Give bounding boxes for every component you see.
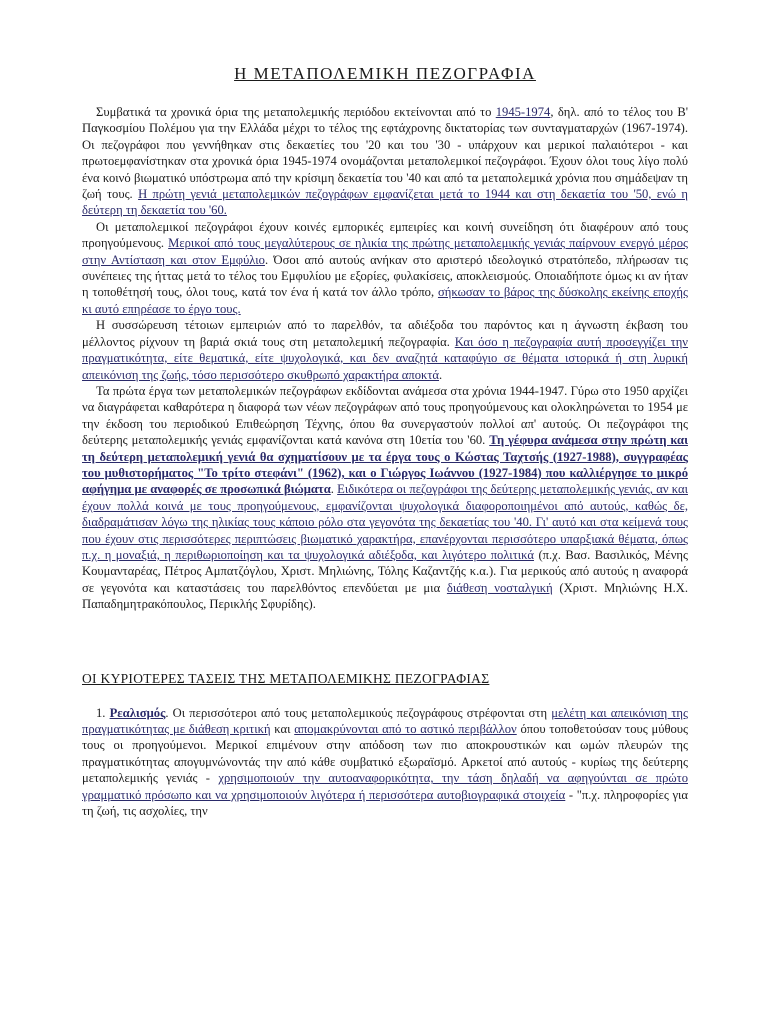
bold-underlined-text: Τη γέφυρα ανάμεσα στην πρώτη και τη δεύτερη μεταπολεμική γενιά θα σχηματίσουν με τα έργα τους ο Κώστας Ταχτσής (1927-1988), συγγραφέας του μυθιστορήματος "Το τρίτο στεφάνι" (1962), και ο Γιώργος Ιωάννου (1927-1984) που καλλιέργησε το μικρό αφήγημα με αναφορές σε προσωπικά βιώματα [82, 433, 688, 497]
underlined-text: Ειδικότερα οι πεζογράφοι της δεύτερης μεταπολεμικής γενιάς, αν και έχουν πολλά κοινά με τους προηγούμενους, εμφανίζονται ψυχολογικά διαφοροποιημένοι από αυτούς, καθώς δε, διαδραμάτισαν λόγω της ηλικίας τους κάποιο ρόλο στα γεγονότα της δεκαετίας του '40. Γι' αυτό και στα κείμενά τους που έχουν στις περισσότερες περιπτώσεις βιωματικό χαρακτήρα, επανέρχονται περισσότερο υπαρξιακά θέματα, όπως π.χ. η μοναξιά, η περιθωριοποίηση και τα ψυχολογικά αδιέξοδα, και λιγότερο πολιτικά [82, 482, 689, 562]
text: . [330, 482, 338, 497]
text: Η συσσώρευση τέτοιων εμπειριών από το παρελθόν, τα αδιέξοδα του παρόντος και η άγνωστη έκβαση του μέλλοντος ρίχνουν τη βαριά σκιά τους στη μεταπολεμική πεζογραφία. [82, 318, 688, 349]
section-title: ΟΙ ΚΥΡΙΟΤΕΡΕΣ ΤΑΣΕΙΣ ΤΗΣ ΜΕΤΑΠΟΛΕΜΙΚΗΣ ΠΕΖΟΓΡΑΦΙΑΣ [82, 670, 490, 686]
paragraph-4 [82, 383, 688, 613]
text: Οι μεταπολεμικοί πεζογράφοι έχουν κοινές εμπορικές εμπειρίες και κοινή συνείδηση ότι διαφέρουν από τους προηγούμενους. [82, 219, 688, 251]
underlined-text: Η πρώτη γενιά μεταπολεμικών πεζογράφων εμφανίζεται μετά το 1944 και στη δεκαετία του '50, ενώ η δεύτερη τη δεκαετία του '60. [82, 187, 688, 218]
paragraph-2 [82, 219, 688, 317]
underlined-text: μελέτη και απεικόνιση της πραγματικότητας με διάθεση κριτική [82, 705, 688, 736]
text: και [270, 722, 295, 736]
underlined-text: χρησιμοποιούν την αυτοαναφορικότητα, την τάση δηλαδή να αφηγούνται σε πρώτο γραμματικό πρόσωπο και να χρησιμοποιούν λιγότερα ή περισσότερα αυτοβιογραφικά στοιχεία [82, 771, 688, 802]
underlined-text: 1945-1974 [495, 105, 551, 119]
paragraph-3 [82, 317, 688, 383]
underlined-text: Μερικοί από τους μεγαλύτερους σε ηλικία της πρώτης μεταπολεμικής γενιάς παίρνουν ενεργό μέρος στην Αντίσταση και στον Εμφύλιο [82, 236, 688, 267]
text: Τα πρώτα έργα των μεταπολεμικών πεζογράφων εκδίδονται ανάμεσα στα χρόνια 1944-1947. Γύρω στο 1950 αρχίζει να διαγράφεται καθαρότερα η διαφορά των νέων πεζογράφων από τους προηγούμενους και ολοκληρώνεται το 1954 με την έκδοση του περιοδικού Επιθεώρηση Τέχνης, όπου θα συνεργαστούν πολλοί απ' αυτούς. Οι πεζογράφοι της δεύτερης μεταπολεμικής γενιάς εμφανίζονται κατά κανόνα στη 10ετία του '60. [82, 383, 688, 448]
underlined-text: απομακρύνονται από το αστικό περιβάλλον [294, 722, 517, 736]
text: - "π.χ. πληροφορίες για τη ζωή, τις ασχολίες, την [82, 787, 688, 819]
text: (π.χ. Βασ. Βασιλικός, Μένης Κουμανταρέας, Πέτρος Αμπατζόγλου, Χριστ. Μηλιώνης, Τόλης Καζαντζής κ.α.). Για μερικούς από αυτούς η αναφορά σε γεγονότα και καταστάσεις του παρελθόντος επενδύεται με μια [82, 547, 688, 595]
text: . Οι περισσότεροι από τους μεταπολεμικούς πεζογράφους στρέφονται στη [165, 705, 552, 720]
text: . [439, 367, 443, 382]
text: . Όσοι από αυτούς ανήκαν στο αριστερό ιδεολογικό στρατόπεδο, πλήρωσαν τις συνέπειες της ήττας μετά το τέλος του Εμφυλίου με εξορίες, φυλακίσεις, αποκλεισμούς. Οποιαδήποτε όμως κι αν ήταν η τοποθέτησή τους, όλοι τους, κατά τον ένα ή κατά τον άλλο τρόπο, [82, 252, 688, 300]
list-item [82, 705, 688, 820]
text: (Χριστ. Μηλιώνης Η.Χ. Παπαδημητρακόπουλος, Περικλής Σφυρίδης). [82, 580, 688, 612]
underlined-text: Και όσο η πεζογραφία αυτή προσεγγίζει την πραγματικότητα, είτε θεματικά, είτε ψυχολογικά, και δεν αναζητά καταφύγιο σε θέματα ιστορικά ή στη λυρική απεικόνιση της ζωής, τόσο περισσότερο σκυθρωπό χαρακτήρα αποκτά [82, 334, 688, 382]
paragraph-1 [82, 104, 688, 219]
item-heading: Ρεαλισμός [109, 705, 166, 720]
document-title: Η ΜΕΤΑΠΟΛΕΜΙΚΗ ΠΕΖΟΓΡΑΦΙΑ [234, 64, 536, 83]
text: Συμβατικά τα χρονικά όρια της μεταπολεμικής περιόδου εκτείνονται από το [96, 105, 496, 119]
underlined-text: σήκωσαν το βάρος της δύσκολης εκείνης εποχής κι αυτό επηρέασε το έργο τους. [82, 285, 688, 316]
underlined-text: διάθεση νοσταλγική [446, 580, 553, 595]
text: , δηλ. από το τέλος του Β' Παγκοσμίου Πολέμου για την Ελλάδα μέχρι το τέλος της εφτάχρονης δικτατορίας των συνταγματαρχών (1967-1974). Οι πεζογράφοι που γεννήθηκαν στις δεκαετίες του '20 και του '30 - υπάρχουν και μερικοί παλαιότεροι - και πρωτοεμφανίστηκαν στα χρονικά όρια 1945-1974 ονομάζονται μεταπολεμικοί πεζογράφοι. Έχουν όλοι τους λίγο πολύ ένα κοινό βιωματικό υπόστρωμα από την κρίσιμη δεκαετία του '40 και από τα μεταπολεμικά χρόνια που σημάδεψαν τη ζωή τους. [82, 105, 688, 202]
text: όπου τοποθετούσαν τους μύθους τους οι προηγούμενοι. Μερικοί επιμένουν στην απόδοση των πιο αποκρουστικών και ωμών πλευρών της πραγματικότητας απογυμνώνοντάς την από κάθε συμβατικό εξωραϊσμό. Αρκετοί από αυτούς - κυρίως της δεύτερης μεταπολεμικής γενιάς - [82, 722, 688, 786]
item-number: 1. [96, 705, 106, 720]
